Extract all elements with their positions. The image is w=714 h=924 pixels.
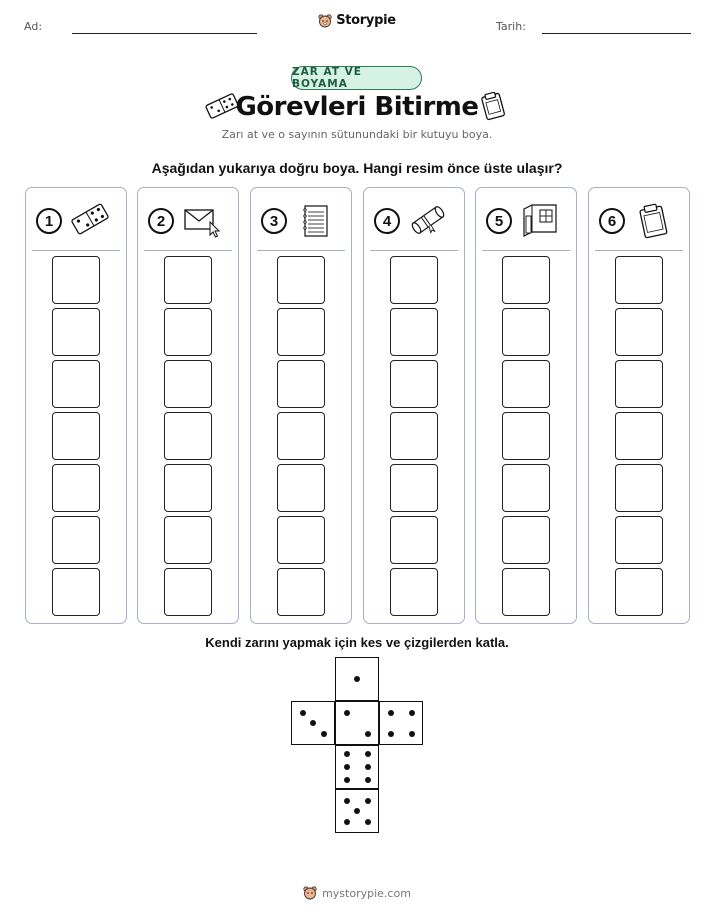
brand-name: Storypie <box>336 13 396 28</box>
color-box[interactable] <box>390 308 438 356</box>
die-pip <box>321 731 327 737</box>
column-divider <box>595 250 683 251</box>
color-box[interactable] <box>164 516 212 564</box>
date-line <box>542 33 691 34</box>
die-pip <box>344 764 350 770</box>
color-box[interactable] <box>52 464 100 512</box>
column-divider <box>257 250 345 251</box>
column-header <box>364 202 464 242</box>
color-box[interactable] <box>277 308 325 356</box>
footer-url: mystorypie.com <box>322 886 411 900</box>
column-4 <box>363 187 465 624</box>
column-header <box>26 202 126 242</box>
die-face-4 <box>379 701 423 745</box>
color-box[interactable] <box>277 360 325 408</box>
notepad-icon <box>295 202 335 240</box>
color-box[interactable] <box>502 464 550 512</box>
column-6 <box>588 187 690 624</box>
color-box[interactable] <box>502 516 550 564</box>
color-box[interactable] <box>52 256 100 304</box>
color-box[interactable] <box>164 256 212 304</box>
die-pip <box>409 710 415 716</box>
column-divider <box>32 250 120 251</box>
name-line <box>72 33 257 34</box>
color-box[interactable] <box>52 412 100 460</box>
color-box[interactable] <box>502 308 550 356</box>
die-face-3 <box>291 701 335 745</box>
color-box[interactable] <box>615 256 663 304</box>
die-pip <box>344 798 350 804</box>
color-box[interactable] <box>390 360 438 408</box>
clipboard-icon <box>633 202 673 240</box>
activity-badge: ZAR AT VE BOYAMA <box>291 66 422 90</box>
color-box[interactable] <box>615 412 663 460</box>
die-pip <box>365 751 371 757</box>
column-number: 5 <box>486 208 512 234</box>
bear-icon <box>303 886 317 900</box>
color-box[interactable] <box>277 256 325 304</box>
footer <box>0 886 714 900</box>
color-box[interactable] <box>52 568 100 616</box>
color-box[interactable] <box>615 360 663 408</box>
column-5 <box>475 187 577 624</box>
column-header <box>251 202 351 242</box>
column-divider <box>144 250 232 251</box>
brand-logo <box>0 13 714 28</box>
column-1 <box>25 187 127 624</box>
color-box[interactable] <box>502 568 550 616</box>
die-face-5 <box>335 789 379 833</box>
column-2 <box>137 187 239 624</box>
scroll-icon <box>408 202 448 240</box>
die-pip <box>354 808 360 814</box>
room-window-icon <box>520 202 560 240</box>
color-box[interactable] <box>52 516 100 564</box>
die-face-2 <box>335 701 379 745</box>
die-face-6 <box>335 745 379 789</box>
die-pip <box>409 731 415 737</box>
column-header <box>138 202 238 242</box>
die-pip <box>354 676 360 682</box>
coloring-instruction: Aşağıdan yukarıya doğru boya. Hangi resim önce üste ulaşır? <box>151 160 563 176</box>
color-box[interactable] <box>390 464 438 512</box>
die-pip <box>365 798 371 804</box>
die-pip <box>344 710 350 716</box>
die-pip <box>365 819 371 825</box>
die-face-1 <box>335 657 379 701</box>
color-box[interactable] <box>277 516 325 564</box>
color-box[interactable] <box>164 360 212 408</box>
die-pip <box>310 720 316 726</box>
die-pip <box>344 777 350 783</box>
date-label: Tarih: <box>496 20 526 33</box>
color-box[interactable] <box>390 516 438 564</box>
die-pip <box>365 777 371 783</box>
page-title: Görevleri Bitirme <box>235 92 479 122</box>
color-box[interactable] <box>390 256 438 304</box>
color-box[interactable] <box>615 308 663 356</box>
color-box[interactable] <box>277 412 325 460</box>
page-subtitle: Zarı at ve o sayının sütunundaki bir kutuyu boya. <box>221 128 493 141</box>
name-label: Ad: <box>24 20 43 33</box>
column-divider <box>370 250 458 251</box>
column-divider <box>482 250 570 251</box>
die-instruction: Kendi zarını yapmak için kes ve çizgilerden katla. <box>205 635 509 650</box>
column-number: 4 <box>374 208 400 234</box>
color-box[interactable] <box>615 464 663 512</box>
color-box[interactable] <box>390 568 438 616</box>
color-box[interactable] <box>52 308 100 356</box>
die-pip <box>344 819 350 825</box>
die-pip <box>365 731 371 737</box>
color-box[interactable] <box>164 464 212 512</box>
column-number: 2 <box>148 208 174 234</box>
color-box[interactable] <box>277 464 325 512</box>
color-box[interactable] <box>164 568 212 616</box>
column-number: 3 <box>261 208 287 234</box>
color-box[interactable] <box>615 516 663 564</box>
color-box[interactable] <box>502 360 550 408</box>
die-pip <box>388 731 394 737</box>
die-pip <box>300 710 306 716</box>
clipboard-icon <box>478 90 508 122</box>
color-box[interactable] <box>277 568 325 616</box>
color-box[interactable] <box>52 360 100 408</box>
color-box[interactable] <box>390 412 438 460</box>
color-box[interactable] <box>164 308 212 356</box>
color-box[interactable] <box>164 412 212 460</box>
color-box[interactable] <box>615 568 663 616</box>
color-box[interactable] <box>502 256 550 304</box>
bear-icon <box>318 14 332 28</box>
column-header <box>589 202 689 242</box>
die-pip <box>344 751 350 757</box>
column-3 <box>250 187 352 624</box>
domino-icon <box>70 202 110 240</box>
die-pip <box>365 764 371 770</box>
envelope-icon <box>182 202 222 240</box>
die-pip <box>388 710 394 716</box>
column-header <box>476 202 576 242</box>
column-number: 6 <box>599 208 625 234</box>
column-number: 1 <box>36 208 62 234</box>
color-box[interactable] <box>502 412 550 460</box>
